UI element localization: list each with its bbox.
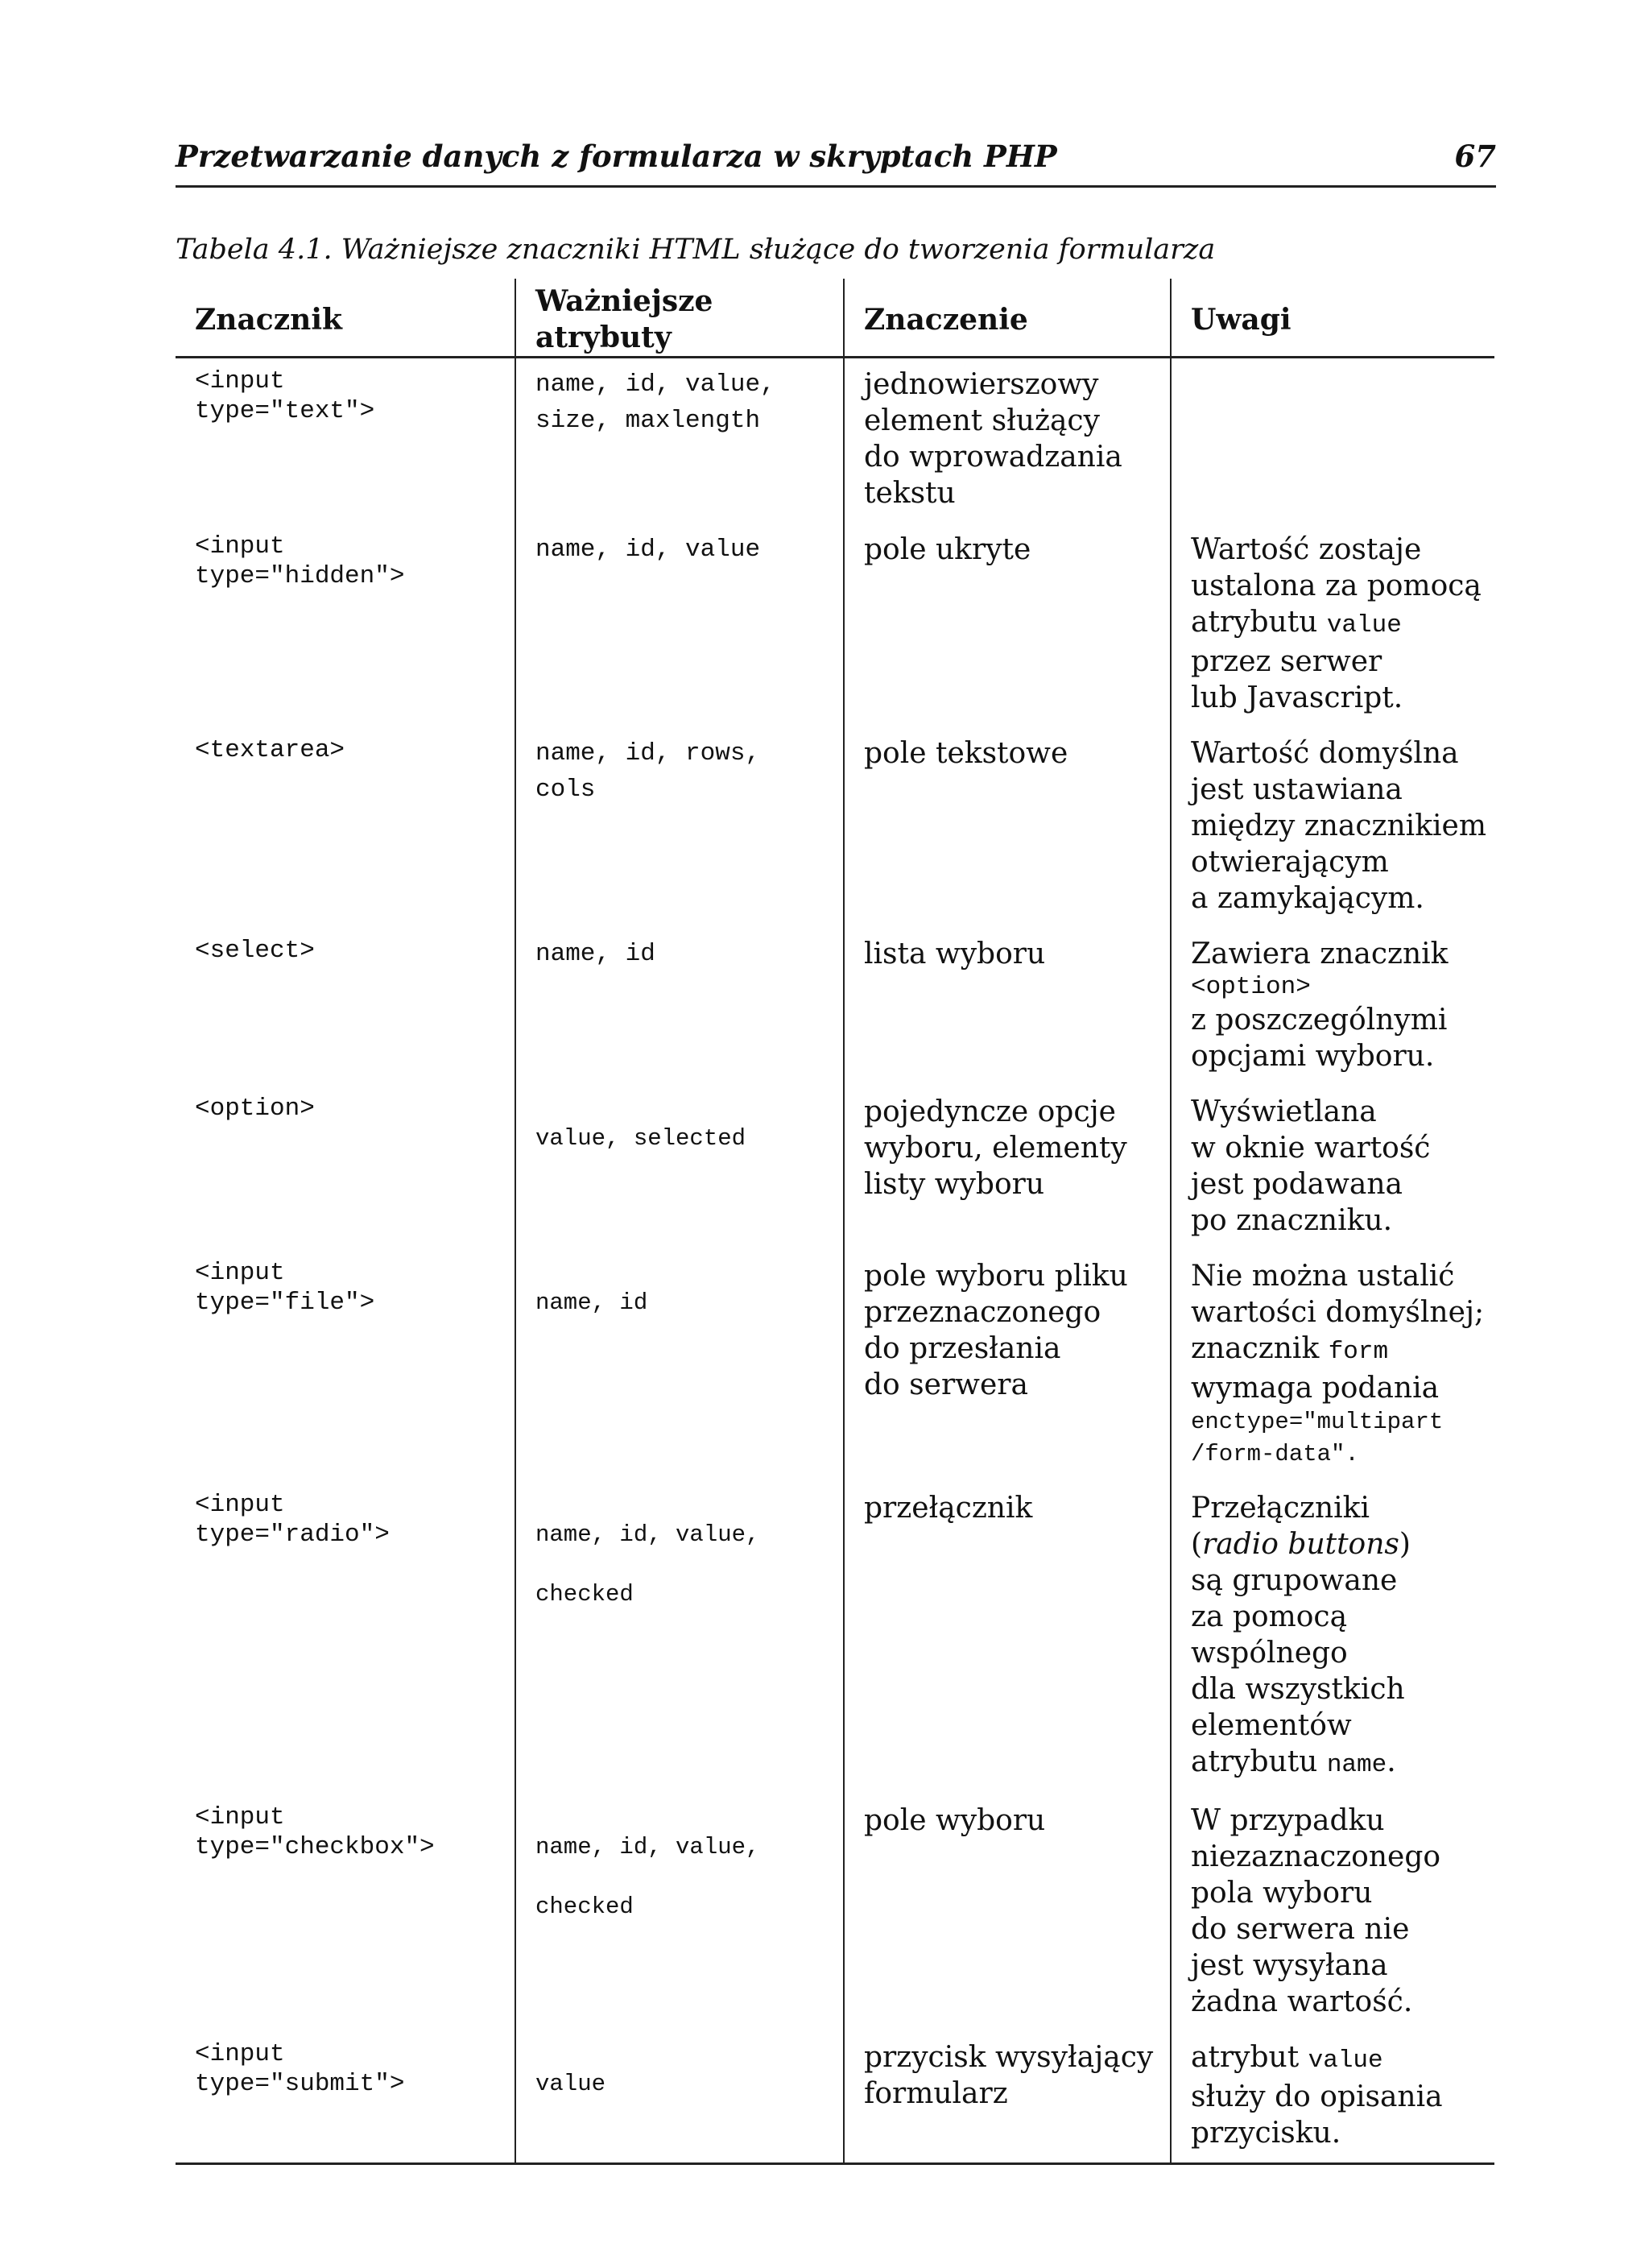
attributes-cell: name, id, rows, cols <box>515 727 844 928</box>
column-header-attributes: Ważniejsze atrybuty <box>515 279 844 358</box>
meaning-cell: pole wyboru pliku przeznaczonego do przesłania do serwera <box>844 1250 1171 1482</box>
meaning-cell: pole wyboru <box>844 1794 1171 2031</box>
tag-cell: <input type="radio"> <box>195 1490 390 1549</box>
tag-cell: <input type="hidden"> <box>195 532 405 590</box>
attributes-cell: name, id <box>515 1250 844 1482</box>
notes-cell: Przełączniki (radio buttons) są grupowane za pomocą wspólnego dla wszystkich elementów atrybutu name. <box>1171 1482 1494 1794</box>
table-row <box>176 1482 1494 1794</box>
table-row <box>176 1086 1494 1250</box>
attributes-cell: name, id, value <box>515 524 844 727</box>
notes-cell: W przypadku niezaznaczonego pola wyboru do serwera nie jest wysyłana żadna wartość. <box>1171 1794 1494 2031</box>
running-title: Przetwarzanie danych z formularza w skryptach PHP <box>176 139 1057 174</box>
meaning-cell: pole tekstowe <box>844 727 1171 928</box>
notes-cell: Zawiera znacznik <option> z poszczególnymi opcjami wyboru. <box>1171 928 1494 1086</box>
table-row <box>176 358 1494 524</box>
meaning-cell: pole ukryte <box>844 524 1171 727</box>
table-row <box>176 2031 1494 2164</box>
attributes-cell: name, id <box>515 928 844 1086</box>
notes-cell: Wyświetlana w oknie wartość jest podawana po znaczniku. <box>1171 1086 1494 1250</box>
tag-cell: <textarea> <box>195 735 345 764</box>
meaning-cell: przełącznik <box>844 1482 1171 1794</box>
tag-cell: <select> <box>195 936 315 965</box>
meaning-cell: pojedyncze opcje wyboru, elementy listy wyboru <box>844 1086 1171 1250</box>
tag-cell: <option> <box>195 1094 315 1123</box>
meaning-cell: lista wyboru <box>844 928 1171 1086</box>
notes-cell <box>1171 358 1494 524</box>
column-header-tag: Znacznik <box>176 279 515 358</box>
notes-cell: Wartość zostaje ustalona za pomocą atrybutu value przez serwer lub Javascript. <box>1171 524 1494 727</box>
attributes-cell: value <box>515 2031 844 2164</box>
attributes-cell: value, selected <box>515 1086 844 1250</box>
attributes-cell: name, id, value, checked <box>515 1482 844 1794</box>
meaning-cell: przycisk wysyłający formularz <box>844 2031 1171 2164</box>
tag-cell: <input type="checkbox"> <box>195 1802 435 1861</box>
table-header-row <box>176 279 1494 358</box>
attributes-cell: name, id, value, checked <box>515 1794 844 2031</box>
table-row <box>176 727 1494 928</box>
tag-cell: <input type="text"> <box>195 367 375 425</box>
attributes-cell: name, id, value, size, maxlength <box>515 358 844 524</box>
page-number: 67 <box>1454 139 1496 174</box>
table-caption: Tabela 4.1. Ważniejsze znaczniki HTML służące do tworzenia formularza <box>176 234 1216 266</box>
meaning-cell: jednowierszowy element służący do wprowadzania tekstu <box>844 358 1171 524</box>
notes-cell: atrybut value służy do opisania przycisku. <box>1171 2031 1494 2164</box>
column-header-notes: Uwagi <box>1171 279 1494 358</box>
html-tags-table <box>176 279 1494 2165</box>
table-row <box>176 1794 1494 2031</box>
notes-cell: Nie można ustalić wartości domyślnej; znacznik form wymaga podania enctype="multipart /form-data". <box>1171 1250 1494 1482</box>
table-row <box>176 1250 1494 1482</box>
tag-cell: <input type="submit"> <box>176 2031 515 2164</box>
notes-cell: Wartość domyślna jest ustawiana między znacznikiem otwierającym a zamykającym. <box>1171 727 1494 928</box>
page-header <box>176 135 1496 188</box>
tag-cell: <input type="file"> <box>195 1258 375 1317</box>
table-row <box>176 928 1494 1086</box>
column-header-meaning: Znaczenie <box>844 279 1171 358</box>
table-row <box>176 524 1494 727</box>
